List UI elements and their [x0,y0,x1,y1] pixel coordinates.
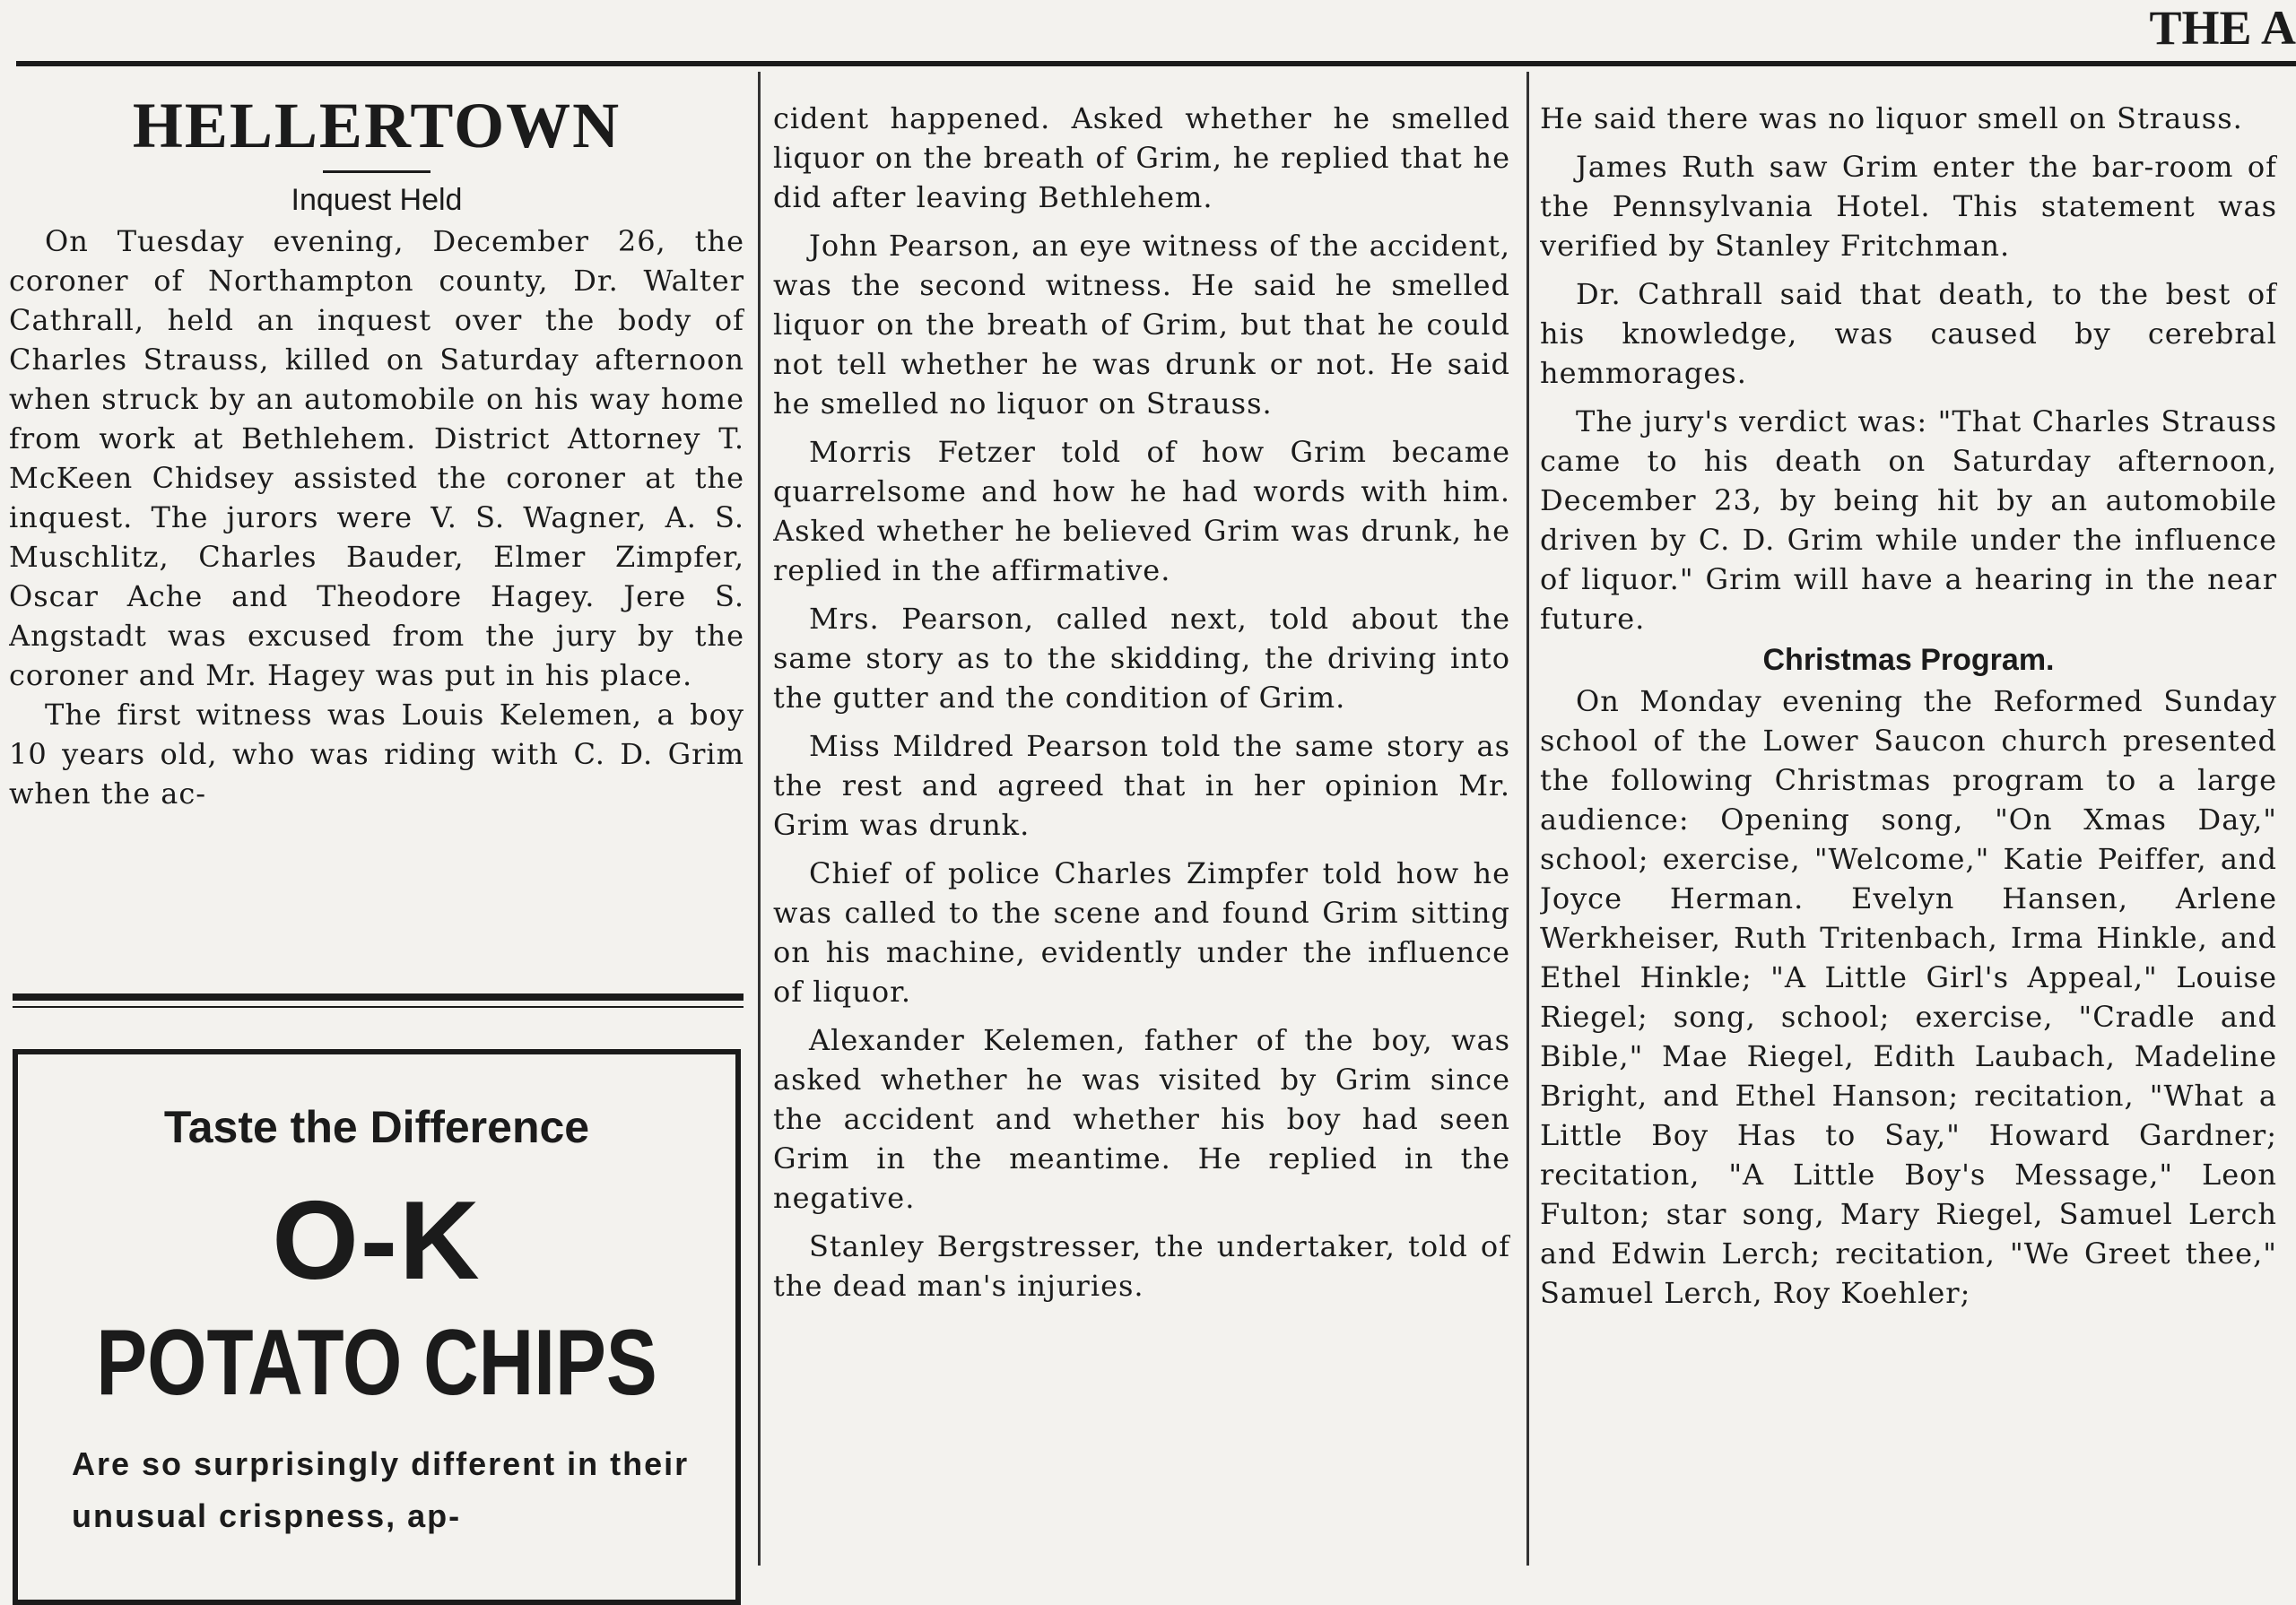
article-paragraph: Alexander Kelemen, father of the boy, was asked whether he was visited by Grim since the accident and whether his boy had seen Grim in the meantime. He replied in the negative. [773,1023,1510,1215]
potato-chips-advertisement [13,1049,741,1605]
article-paragraph: He said there was no liquor smell on Strauss. [1540,101,2243,135]
article-paragraph: Morris Fetzer told of how Grim became quarrelsome and how he had words with him. Asked whether he believed Grim was drunk, he replied in the affirmative. [773,435,1510,587]
headline-rule [323,170,430,173]
top-rule [16,61,2296,66]
column-3 [1540,99,2277,1566]
article-paragraph: On Tuesday evening, December 26, the coroner of Northampton county, Dr. Walter Cathrall, held an inquest over the body of Charles Strauss, killed on Saturday afternoon when struck by an automobile on his way home from work at Bethlehem. District Attorney T. McKeen Chidsey assisted the coroner at the inquest. The jurors were V. S. Wagner, A. S. Muschlitz, Charles Bauder, Elmer Zimpfer, Oscar Ache and Theodore Hagey. Jere S. Angstadt was excused from the jury by the coroner and Mr. Hagey was put in his place. [9,224,744,692]
article-paragraph: cident happened. Asked whether he smelled liquor on the breath of Grim, he replied that he did after leaving Bethlehem. [773,101,1510,214]
column-divider-1 [758,72,761,1566]
article-paragraph: John Pearson, an eye witness of the accident, was the second witness. He said he smelled liquor on the breath of Grim, but that he could not tell whether he was drunk or not. He said he smelled no liquor on Strauss. [773,229,1510,421]
inquest-subhead: Inquest Held [291,183,463,217]
ad-product: POTATO CHIPS [96,1311,657,1415]
column-2 [773,99,1510,1566]
article-paragraph: Dr. Cathrall said that death, to the best of his knowledge, was caused by cerebral hemmorages. [1540,277,2277,390]
masthead-fragment: THE A [2149,1,2296,55]
article-paragraph: Stanley Bergstresser, the undertaker, told of the dead man's injuries. [773,1229,1510,1303]
section-separator [13,993,744,1001]
headline: HELLERTOWN [132,90,622,161]
ad-body: Are so surprisingly different in their unusual crispness, ap- [72,1445,690,1534]
article-paragraph: Chief of police Charles Zimpfer told how he was called to the scene and found Grim sitting on his machine, evidently under the influence of liquor. [773,856,1510,1009]
column-divider-2 [1526,72,1529,1566]
article-paragraph: James Ruth saw Grim enter the bar-room of the Pennsylvania Hotel. This statement was verified by Stanley Fritchman. [1540,150,2277,263]
program-paragraph: On Monday evening the Reformed Sunday school of the Lower Saucon church presented the following Christmas program to a large audience: Opening song, "On Xmas Day," school; exercise, "Welcome," Katie Peiffer, and Joyce Herman. Evelyn Hansen, Arlene Werkheiser, Ruth Tritenbach, Irma Hinkle, and Ethel Hinkle; "A Little Girl's Appeal," Louise Riegel; song, school; exercise, "Cradle and Bible," Mae Riegel, Edith Laubach, Madeline Bright, and Ethel Hanson; recitation, "What a Little Boy Has to Say," Howard Gardner; recitation, "A Little Boy's Message," Leon Fulton; star song, Mary Riegel, Samuel Lerch and Edwin Lerch; recitation, "We Greet thee," Samuel Lerch, Roy Koehler; [1540,684,2277,1310]
article-paragraph: Miss Mildred Pearson told the same story as the rest and agreed that in her opinion Mr. Grim was drunk. [773,729,1510,842]
ad-tagline: Taste the Difference [163,1102,590,1152]
article-paragraph: Mrs. Pearson, called next, told about the same story as to the skidding, the driving into the gutter and the condition of Grim. [773,602,1510,715]
article-paragraph: The jury's verdict was: "That Charles Strauss came to his death on Saturday afternoon, December 23, by being hit by an automobile driven by C. D. Grim while under the influence of liquor." Grim will have a hearing in the near future. [1540,404,2277,636]
column-1 [9,74,744,988]
section-separator-thin [13,1006,744,1008]
christmas-program-subhead: Christmas Program. [1762,643,2055,677]
article-paragraph: The first witness was Louis Kelemen, a boy 10 years old, who was riding with C. D. Grim when the ac- [9,698,744,811]
ad-brand: O-K [272,1179,482,1303]
